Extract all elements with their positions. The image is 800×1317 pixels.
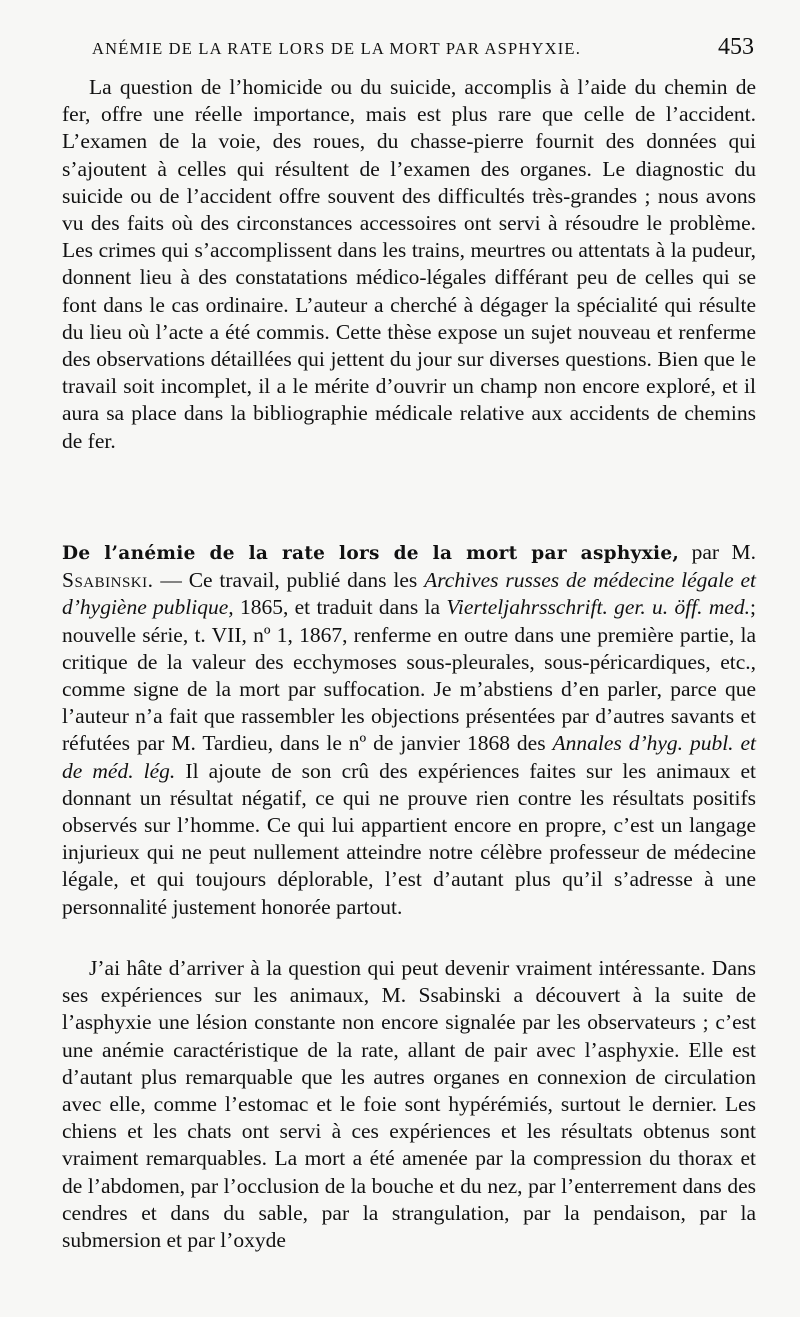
journal-archives: Archives russes de médecine légale et d’hygiène publique, — [62, 568, 756, 620]
author-name: Ssabinski. — [62, 568, 154, 593]
rest-text: Il ajoute de son crû des expériences faites sur les animaux et donnant un résultat négatif, ce qui ne prouve rien contre les résultats positifs observés sur l’homme. Ce qui lui appartient encore en propre, c’est un langage injurieux qui ne peut nullement atteindre notre célèbre professeur de médecine légale, et qui toujours déplorable, l’est d’autant plus qu’il s’adresse à une personnalité justement honorée partout. — [62, 758, 757, 919]
running-head — [92, 34, 754, 62]
intro-text: — Ce travail, publié dans les — [160, 568, 418, 593]
journal-annales: Annales d’hyg. publ. et de méd. lég. — [62, 731, 757, 783]
mid-text-2: ; nouvelle série, t. VII, nº 1, 1867, renferme en outre dans une première partie, la critique de la valeur des ecchymoses sous-pleurales, sous-péricardiques, etc., comme signe de la mort par suffocation. Je m’abstiens d’en parler, parce que l’auteur n’a fait que rassembler les objections présentées par d’autres savants et réfutées par M. Tardieu, dans le nº de janvier 1868 des — [62, 595, 757, 756]
paragraph-1 — [62, 74, 756, 455]
section-paragraph — [62, 539, 756, 921]
paragraph-3-text: J’ai hâte d’arriver à la question qui peut devenir vraiment intéressante. Dans ses expériences sur les animaux, M. Ssabinski a découvert à la suite de l’asphyxie une lésion constante non encore signalée par les observateurs ; c’est une anémie caractéristique de la rate, allant de pair avec l’asphyxie. Elle est d’autant plus remarquable que les autres organes en connexion de circulation avec elle, comme l’estomac et le foie sont hypérémiés, surtout le dernier. Les chiens et les chats ont servi à ces expériences et les résultats obtenus sont vraiment remarquables. La mort a été amenée par la compression du thorax et de l’abdomen, par l’occlusion de la bouche et du nez, par l’enterrement dans des cendres et dans du sable, par la strangulation, par la pendaison, par la submersion et par l’oxyde — [62, 956, 756, 1253]
page-number: 453 — [718, 34, 754, 60]
by-text: par M. — [691, 540, 756, 564]
journal-vierteljahrsschrift: Vierteljahrsschrift. ger. u. öff. med. — [446, 595, 751, 620]
section-heading: De l’anémie de la rate lors de la mort par asphyxie, — [62, 543, 680, 564]
paragraph-1-text: La question de l’homicide ou du suicide, accomplis à l’aide du chemin de fer, offre une réelle importance, mais est plus rare que celle de l’accident. L’examen de la voie, des roues, du chasse-pierre fournit des données qui s’ajoutent à celles qui résultent de l’examen des organes. Le diagnostic du suicide ou de l’accident offre souvent des difficultés très-grandes ; nous avons vu des faits où des circonstances accessoires ont servi à résoudre le problème. Les crimes qui s’accomplissent dans les trains, meurtres ou attentats à la pudeur, donnent lieu à des constatations médico-légales différant peu de celles qui se font dans le cas ordinaire. L’auteur a cherché à dégager la spécialité qui résulte du lieu où l’acte a été commis. Cette thèse expose un sujet nouveau et renferme des observations détaillées qui jettent du jour sur diverses questions. Bien que le travail soit incomplet, il a le mérite d’ouvrir un champ non encore exploré, et il aura sa place dans la bibliographie médicale relative aux accidents de chemins de fer. — [62, 75, 756, 453]
running-title: ANÉMIE DE LA RATE LORS DE LA MORT PAR ASPHYXIE. — [92, 39, 582, 58]
mid-text-1: 1865, et traduit dans la — [239, 595, 441, 620]
paragraph-3 — [62, 955, 756, 1254]
section-ssabinski — [62, 539, 756, 921]
